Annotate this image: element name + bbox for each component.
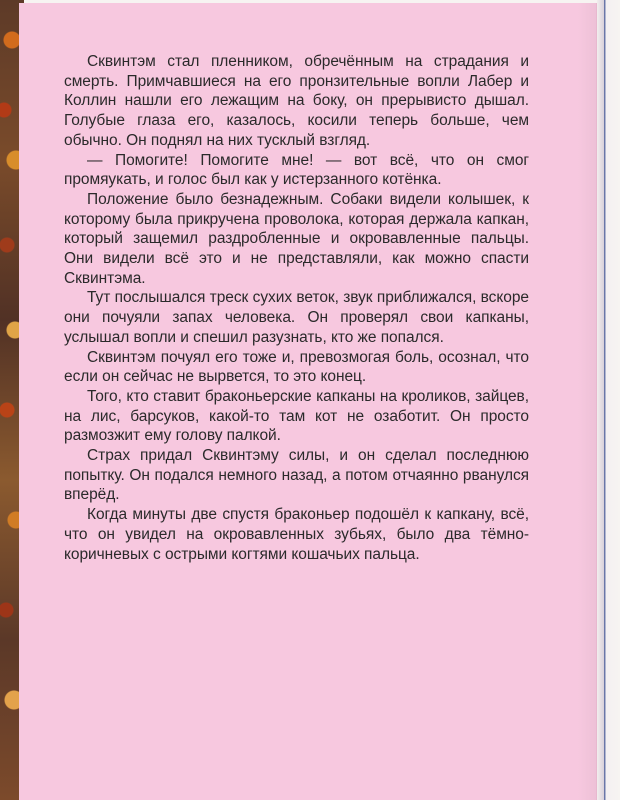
story-paragraph: Страх придал Сквинтэму силы, и он сделал последнюю попытку. Он подался немного назад, а потом отчаянно рванулся вперёд. bbox=[64, 447, 529, 504]
story-paragraph: Когда минуты две спустя браконьер подошёл к капкану, всё, что он увидел на окровавленных зубьях, было два тёмно-коричневых с острыми когтями кошачьих пальца. bbox=[64, 506, 529, 563]
story-paragraph: Сквинтэм стал пленником, обречённым на страдания и смерть. Примчавшиеся на его пронзительные вопли Лабер и Коллин нашли его лежащим на боку, он прерывисто дышал. Голубые глаза его, казалось, косили теперь больше, чем обычно. Он поднял на них тусклый взгляд. bbox=[64, 53, 529, 149]
page-edge bbox=[597, 0, 620, 800]
story-paragraph: — Помогите! Помогите мне! — вот всё, что он смог промяукать, и голос был как у истерзанного котёнка. bbox=[64, 151, 529, 189]
story-paragraph: Положение было безнадежным. Собаки видели колышек, к которому была прикручена проволока, которая держала капкан, который защемил раздробленные и окровавленные пальцы. Они видели всё это и не представляли, как можно спасти Сквинтэма. bbox=[64, 190, 529, 287]
story-paragraph: Сквинтэм почуял его тоже и, превозмогая боль, осознал, что если он сейчас не вырвется, то это конец. bbox=[64, 348, 529, 386]
story-paragraph: Тут послышался треск сухих веток, звук приближался, вскоре они почуяли запах человека. Он проверял свои капканы, услышал вопли и спешил разузнать, кто же попался. bbox=[64, 289, 529, 346]
panel-shadow bbox=[578, 3, 596, 800]
story-paragraph: Того, кто ставит браконьерские капканы на кроликов, зайцев, на лис, барсуков, какой-то там кот не озаботит. Он просто размозжит ему голову палкой. bbox=[64, 387, 529, 445]
story-text bbox=[64, 52, 529, 564]
